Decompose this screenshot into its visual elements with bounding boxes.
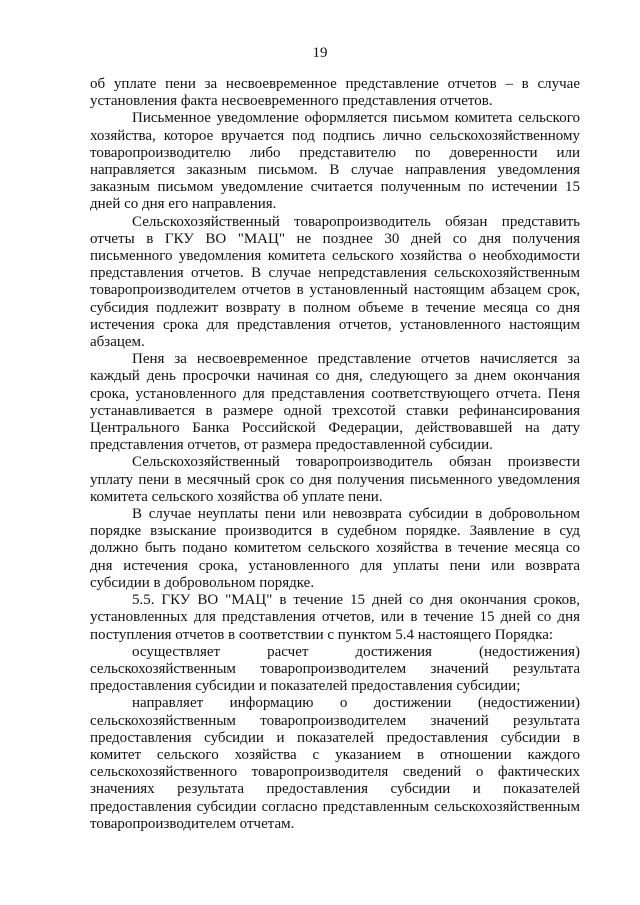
paragraph-penalty-notice-continuation: об уплате пени за несвоевременное представление отчетов – в случае установления факта несвоевременного представления отчетов. [90, 76, 580, 110]
paragraph-section-5-5: 5.5. ГКУ ВО "МАЦ" в течение 15 дней со дня окончания сроков, установленных для представления отчетов, или в течение 15 дней со дня поступления отчетов в соответствии с пунктом 5.4 настоящего Порядка: [90, 592, 580, 643]
paragraph-information-item: направляет информацию о достижении (недостижении) сельскохозяйственным товаропроизводителем значений результата предоставления субсидии и показателей предоставления субсидии в комитет сельского хозяйства с указанием в отношении каждого сельскохозяйственного товаропроизводителя сведений о фактических значениях результата предоставления субсидии и показателей предоставления субсидии согласно представленным сельскохозяйственным товаропроизводителем отчетам. [90, 695, 580, 832]
paragraph-written-notice: Письменное уведомление оформляется письмом комитета сельского хозяйства, которое вручается под подпись лично сельскохозяйственному товаропроизводителю либо представителю по доверенности или направляется заказным письмом. В случае направления уведомления заказным письмом уведомление считается полученным по истечении 15 дней со дня его направления. [90, 110, 580, 213]
document-body [90, 76, 580, 833]
page-number: 19 [312, 45, 328, 61]
paragraph-report-obligation: Сельскохозяйственный товаропроизводитель обязан представить отчеты в ГКУ ВО "МАЦ" не позднее 30 дней со дня получения письменного уведомления комитета сельского хозяйства о необходимости представления отчетов. В случае непредставления сельскохозяйственным товаропроизводителем отчетов в установленный настоящим абзацем срок, субсидия подлежит возврату в полном объеме в течение месяца со дня истечения срока для представления отчетов, установленного настоящим абзацем. [90, 213, 580, 351]
paragraph-judicial-recovery: В случае неуплаты пени или невозврата субсидии в добровольном порядке взыскание производится в судебном порядке. Заявление в суд должно быть подано комитетом сельского хозяйства в течение месяца со дня истечения срока, установленного для уплаты пени или возврата субсидии в добровольном порядке. [90, 506, 580, 591]
paragraph-penalty-calculation: Пеня за несвоевременное представление отчетов начисляется за каждый день просрочки начиная со дня, следующего за днем окончания срока, установленного для представления соответствующего отчета. Пеня устанавливается в размере одной трехсотой ставки рефинансирования Центрального Банка Российской Федерации, действовавшей на дату представления отчетов, от размера предоставленной субсидии. [90, 351, 580, 454]
paragraph-penalty-payment: Сельскохозяйственный товаропроизводитель обязан произвести уплату пени в месячный срок со дня получения письменного уведомления комитета сельского хозяйства об уплате пени. [90, 454, 580, 505]
paragraph-calculation-item: осуществляет расчет достижения (недостижения) сельскохозяйственным товаропроизводителем значений результата предоставления субсидии и показателей предоставления субсидии; [90, 643, 580, 695]
